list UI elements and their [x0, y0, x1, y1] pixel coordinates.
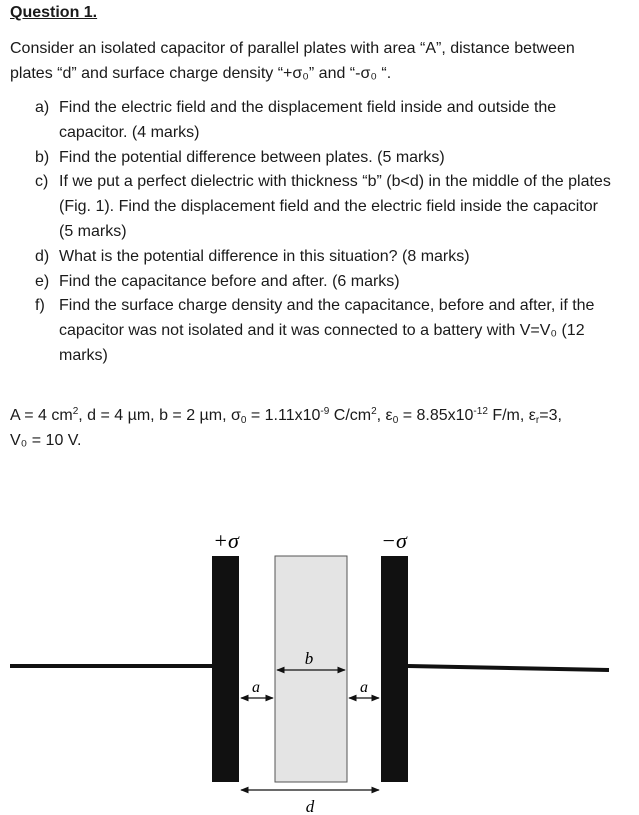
distance-label: d — [305, 797, 315, 815]
question-parts-list — [35, 96, 615, 369]
part-text: Find the surface charge density and the capacitance, before and after, if the capacitor was not isolated and it was connected to a battery with V=V₀ (12 marks) — [59, 297, 595, 364]
part-label: a) — [35, 99, 50, 116]
right-gap-label: a — [360, 679, 368, 696]
given-voltage: V₀ = 10 V. — [10, 431, 82, 449]
part-label: d) — [35, 247, 50, 265]
part-label: e) — [35, 272, 50, 290]
list-item — [35, 96, 615, 146]
right-plate-label: −σ — [381, 528, 407, 553]
given-eps-unit: F/m, ε — [487, 407, 536, 424]
part-text: Find the capacitance before and after. (6 marks) — [59, 272, 400, 290]
given-eps-value: = 8.85x10 — [398, 407, 474, 424]
right-plate — [381, 556, 408, 782]
given-sigma-exp: -9 — [320, 406, 330, 417]
given-sigma-value: = 1.11x10 — [246, 407, 321, 424]
list-item — [35, 270, 615, 295]
given-eps-sub: 0 — [392, 415, 399, 426]
part-text: Find the potential difference between plates. (5 marks) — [59, 148, 445, 166]
part-text: What is the potential difference in this situation? (8 marks) — [59, 247, 470, 265]
given-distance: , d = 4 µm, b = 2 µm, σ — [78, 407, 241, 424]
part-label: f) — [35, 297, 45, 315]
left-plate-label: +σ — [213, 528, 239, 553]
part-text: Find the electric field and the displacement field inside and outside the capacitor. (4 marks) — [59, 99, 557, 141]
part-text: If we put a perfect dielectric with thickness “b” (b<d) in the middle of the plates (Fig. 1). Find the displacement field and the electric field inside the capacitor (5 marks) — [59, 173, 611, 240]
question-title: Question 1. — [10, 4, 98, 21]
given-epsr-sub: r — [535, 415, 540, 426]
list-item — [35, 294, 615, 368]
left-plate — [212, 556, 239, 782]
capacitor-figure — [0, 520, 639, 815]
list-item — [35, 146, 615, 171]
left-gap-label: a — [252, 679, 260, 696]
given-eps-exp: -12 — [473, 406, 488, 417]
right-wire — [408, 666, 609, 670]
part-label: b) — [35, 148, 50, 166]
list-item — [35, 245, 615, 270]
given-area: A = 4 cm — [10, 407, 73, 424]
given-sigma-unit: C/cm — [329, 407, 372, 424]
dielectric-slab — [275, 556, 347, 782]
part-label: c) — [35, 173, 49, 191]
given-values — [10, 404, 625, 453]
given-area-exp: 2 — [72, 406, 79, 417]
given-sigma-unit-exp: 2 — [371, 406, 377, 417]
dielectric-label: b — [304, 649, 314, 668]
given-epsr-value: =3, — [539, 407, 562, 424]
given-eps-prefix: , ε — [376, 407, 393, 424]
question-intro: Consider an isolated capacitor of parallel plates with area “A”, distance between plates “d” and surface charge density “+σ₀” and “-σ₀ “. — [10, 40, 575, 82]
list-item — [35, 170, 615, 244]
given-sigma-sub: 0 — [240, 415, 247, 426]
